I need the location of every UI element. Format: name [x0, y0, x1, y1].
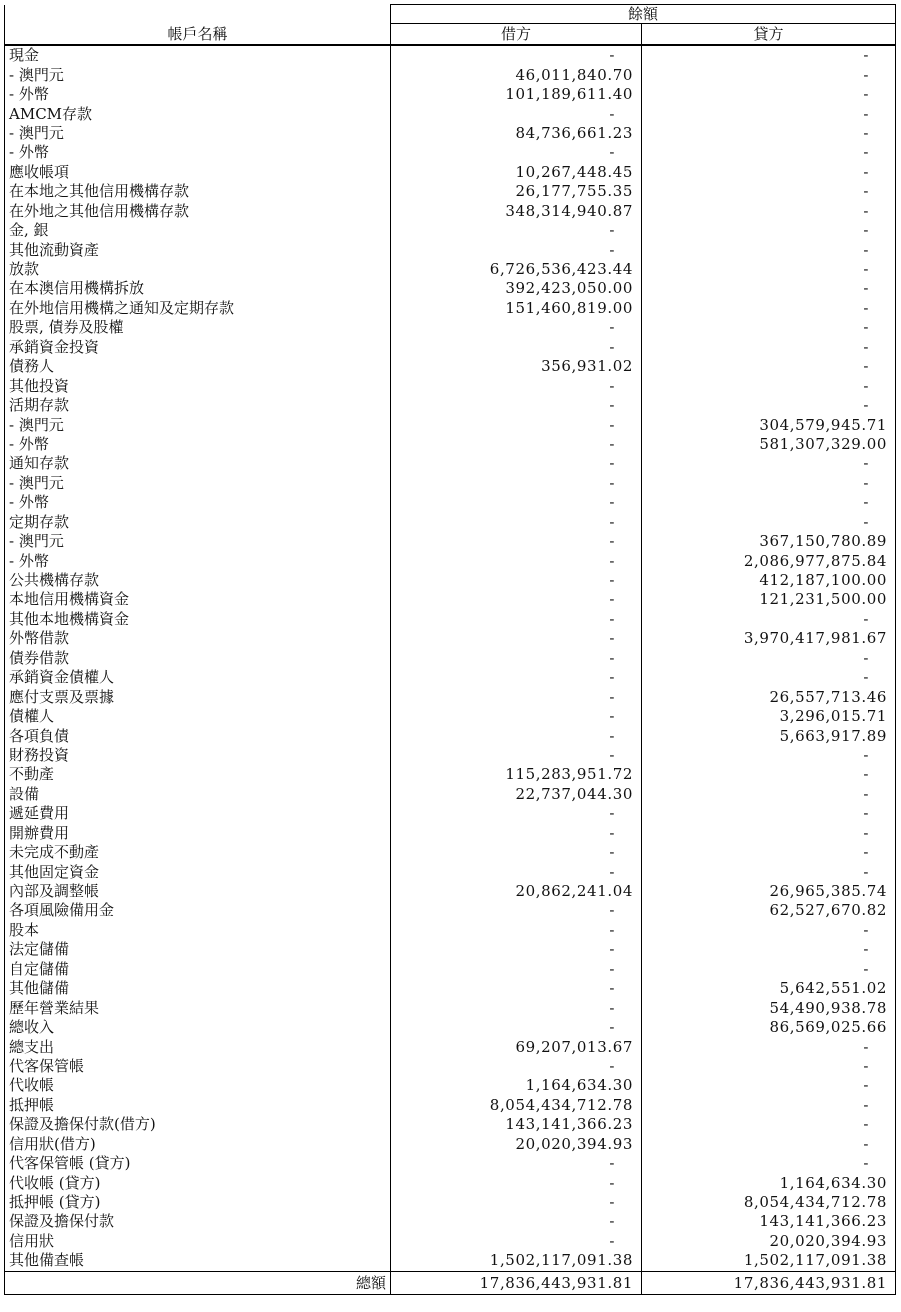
- credit-cell: -: [642, 513, 896, 532]
- credit-cell: -: [642, 376, 896, 395]
- credit-cell: -: [642, 279, 896, 298]
- debit-cell: -: [391, 1193, 642, 1212]
- table-row: [5, 1135, 896, 1154]
- account-name-cell: 本地信用機構資金: [5, 590, 391, 609]
- credit-cell: 3,970,417,981.67: [642, 629, 896, 648]
- account-name-cell: 股票, 債券及股權: [5, 318, 391, 337]
- account-name-cell: 各項風險備用金: [5, 901, 391, 920]
- table-row: [5, 454, 896, 473]
- account-name-cell: 承銷資金債權人: [5, 668, 391, 687]
- account-name-cell: 其他固定資金: [5, 862, 391, 881]
- table-row: [5, 687, 896, 706]
- account-rows: [5, 45, 896, 1271]
- account-name-cell: - 外幣: [5, 551, 391, 570]
- credit-cell: 26,965,385.74: [642, 882, 896, 901]
- debit-cell: 26,177,755.35: [391, 182, 642, 201]
- debit-cell: -: [391, 493, 642, 512]
- credit-cell: -: [642, 299, 896, 318]
- account-name-cell: 信用狀: [5, 1232, 391, 1251]
- account-name-cell: 公共機構存款: [5, 571, 391, 590]
- account-name-cell: 其他投資: [5, 376, 391, 395]
- account-name-cell: 債券借款: [5, 649, 391, 668]
- account-name-cell: 保證及擔保付款(借方): [5, 1115, 391, 1134]
- debit-cell: -: [391, 824, 642, 843]
- credit-cell: -: [642, 85, 896, 104]
- credit-cell: 2,086,977,875.84: [642, 551, 896, 570]
- debit-cell: -: [391, 318, 642, 337]
- credit-cell: -: [642, 765, 896, 784]
- credit-cell: 54,490,938.78: [642, 998, 896, 1017]
- credit-cell: -: [642, 921, 896, 940]
- account-name-cell: 代客保管帳 (貸方): [5, 1154, 391, 1173]
- credit-cell: -: [642, 610, 896, 629]
- debit-cell: -: [391, 1057, 642, 1076]
- debit-cell: -: [391, 998, 642, 1017]
- account-name-cell: - 澳門元: [5, 474, 391, 493]
- table-row: [5, 590, 896, 609]
- table-row: [5, 279, 896, 298]
- credit-cell: -: [642, 649, 896, 668]
- debit-cell: -: [391, 221, 642, 240]
- account-name-cell: 其他流動資產: [5, 240, 391, 259]
- credit-cell: -: [642, 163, 896, 182]
- debit-cell: -: [391, 396, 642, 415]
- credit-cell: -: [642, 396, 896, 415]
- account-name-cell: 應付支票及票據: [5, 687, 391, 706]
- credit-cell: -: [642, 182, 896, 201]
- table-row: [5, 357, 896, 376]
- credit-cell: -: [642, 221, 896, 240]
- credit-cell: -: [642, 1154, 896, 1173]
- table-row: [5, 629, 896, 648]
- credit-cell: -: [642, 45, 896, 65]
- debit-cell: -: [391, 454, 642, 473]
- account-name-cell: 放款: [5, 260, 391, 279]
- table-row: [5, 202, 896, 221]
- table-row: [5, 979, 896, 998]
- account-name-cell: - 外幣: [5, 85, 391, 104]
- table-row: [5, 1173, 896, 1192]
- credit-cell: -: [642, 65, 896, 84]
- account-name-cell: 未完成不動產: [5, 843, 391, 862]
- table-row: [5, 1154, 896, 1173]
- table-row: [5, 551, 896, 570]
- account-name-cell: - 澳門元: [5, 124, 391, 143]
- debit-cell: 22,737,044.30: [391, 785, 642, 804]
- credit-cell: -: [642, 1096, 896, 1115]
- header-debit: 借方: [391, 24, 642, 46]
- credit-cell: -: [642, 143, 896, 162]
- table-row: [5, 804, 896, 823]
- table-row: [5, 785, 896, 804]
- credit-cell: 26,557,713.46: [642, 687, 896, 706]
- account-name-cell: 設備: [5, 785, 391, 804]
- credit-cell: -: [642, 1135, 896, 1154]
- credit-cell: -: [642, 785, 896, 804]
- table-row: [5, 376, 896, 395]
- table-row: [5, 396, 896, 415]
- debit-cell: -: [391, 1018, 642, 1037]
- credit-cell: 367,150,780.89: [642, 532, 896, 551]
- credit-cell: -: [642, 474, 896, 493]
- debit-cell: -: [391, 143, 642, 162]
- debit-cell: -: [391, 649, 642, 668]
- table-row: [5, 765, 896, 784]
- account-name-cell: 其他備查帳: [5, 1251, 391, 1271]
- debit-cell: 10,267,448.45: [391, 163, 642, 182]
- debit-cell: -: [391, 843, 642, 862]
- account-name-cell: 債權人: [5, 707, 391, 726]
- account-name-cell: 其他本地機構資金: [5, 610, 391, 629]
- debit-cell: -: [391, 862, 642, 881]
- table-row: [5, 163, 896, 182]
- debit-cell: 101,189,611.40: [391, 85, 642, 104]
- credit-cell: -: [642, 940, 896, 959]
- account-name-cell: 自定儲備: [5, 960, 391, 979]
- account-name-cell: 外幣借款: [5, 629, 391, 648]
- credit-cell: 1,164,634.30: [642, 1173, 896, 1192]
- debit-cell: -: [391, 960, 642, 979]
- debit-cell: -: [391, 1232, 642, 1251]
- table-row: [5, 474, 896, 493]
- account-name-cell: 財務投資: [5, 746, 391, 765]
- debit-cell: -: [391, 104, 642, 123]
- debit-cell: 151,460,819.00: [391, 299, 642, 318]
- table-row: [5, 901, 896, 920]
- table-row: [5, 1076, 896, 1095]
- credit-cell: 5,663,917.89: [642, 726, 896, 745]
- credit-cell: -: [642, 240, 896, 259]
- account-name-cell: 在本澳信用機構拆放: [5, 279, 391, 298]
- debit-cell: 46,011,840.70: [391, 65, 642, 84]
- account-name-cell: 歷年營業結果: [5, 998, 391, 1017]
- table-row: [5, 415, 896, 434]
- debit-cell: -: [391, 240, 642, 259]
- credit-cell: -: [642, 1115, 896, 1134]
- table-row: [5, 960, 896, 979]
- credit-cell: -: [642, 318, 896, 337]
- debit-cell: -: [391, 668, 642, 687]
- debit-cell: -: [391, 629, 642, 648]
- account-name-cell: - 外幣: [5, 435, 391, 454]
- table-row: [5, 318, 896, 337]
- table-row: [5, 610, 896, 629]
- table-row: [5, 726, 896, 745]
- table-row: [5, 668, 896, 687]
- credit-cell: 581,307,329.00: [642, 435, 896, 454]
- account-name-cell: 開辦費用: [5, 824, 391, 843]
- account-name-cell: 不動產: [5, 765, 391, 784]
- credit-cell: -: [642, 804, 896, 823]
- debit-cell: -: [391, 921, 642, 940]
- debit-cell: 84,736,661.23: [391, 124, 642, 143]
- account-name-cell: - 澳門元: [5, 415, 391, 434]
- debit-cell: -: [391, 1212, 642, 1231]
- header-balance: 餘額: [391, 5, 896, 24]
- debit-cell: -: [391, 474, 642, 493]
- account-name-cell: 內部及調整帳: [5, 882, 391, 901]
- credit-cell: -: [642, 104, 896, 123]
- debit-cell: -: [391, 1154, 642, 1173]
- table-row: [5, 1193, 896, 1212]
- table-row: [5, 940, 896, 959]
- table-row: [5, 1096, 896, 1115]
- debit-cell: 1,502,117,091.38: [391, 1251, 642, 1271]
- debit-cell: 115,283,951.72: [391, 765, 642, 784]
- table-row: [5, 571, 896, 590]
- account-name-cell: 各項負債: [5, 726, 391, 745]
- account-name-cell: 定期存款: [5, 513, 391, 532]
- table-row: [5, 260, 896, 279]
- debit-cell: 69,207,013.67: [391, 1037, 642, 1056]
- debit-cell: 348,314,940.87: [391, 202, 642, 221]
- credit-cell: -: [642, 746, 896, 765]
- account-name-cell: - 澳門元: [5, 532, 391, 551]
- account-name-cell: 抵押帳: [5, 1096, 391, 1115]
- table-row: [5, 493, 896, 512]
- debit-cell: -: [391, 590, 642, 609]
- account-name-cell: 通知存款: [5, 454, 391, 473]
- header-credit: 貸方: [642, 24, 896, 46]
- debit-cell: 392,423,050.00: [391, 279, 642, 298]
- debit-cell: -: [391, 901, 642, 920]
- table-row: [5, 240, 896, 259]
- table-row: [5, 882, 896, 901]
- table-row: [5, 435, 896, 454]
- account-name-cell: 在外地之其他信用機構存款: [5, 202, 391, 221]
- table-row: [5, 1251, 896, 1271]
- credit-cell: -: [642, 960, 896, 979]
- table-row: [5, 513, 896, 532]
- debit-cell: -: [391, 513, 642, 532]
- table-row: [5, 1018, 896, 1037]
- table-row: [5, 124, 896, 143]
- credit-cell: -: [642, 1057, 896, 1076]
- account-name-cell: 抵押帳 (貸方): [5, 1193, 391, 1212]
- account-name-cell: 股本: [5, 921, 391, 940]
- account-name-cell: 保證及擔保付款: [5, 1212, 391, 1231]
- account-name-cell: 債務人: [5, 357, 391, 376]
- table-row: [5, 65, 896, 84]
- table-row: [5, 1232, 896, 1251]
- debit-cell: -: [391, 746, 642, 765]
- table-row: [5, 1212, 896, 1231]
- credit-cell: 62,527,670.82: [642, 901, 896, 920]
- debit-cell: 1,164,634.30: [391, 1076, 642, 1095]
- debit-cell: -: [391, 726, 642, 745]
- account-name-cell: - 外幣: [5, 143, 391, 162]
- credit-cell: -: [642, 1037, 896, 1056]
- table-row: [5, 299, 896, 318]
- table-row: [5, 998, 896, 1017]
- account-name-cell: 其他儲備: [5, 979, 391, 998]
- account-name-cell: 在外地信用機構之通知及定期存款: [5, 299, 391, 318]
- debit-cell: -: [391, 435, 642, 454]
- table-row: [5, 45, 896, 65]
- credit-cell: 304,579,945.71: [642, 415, 896, 434]
- table-row: [5, 746, 896, 765]
- debit-cell: -: [391, 979, 642, 998]
- credit-cell: -: [642, 260, 896, 279]
- account-name-cell: 應收帳項: [5, 163, 391, 182]
- table-row: [5, 843, 896, 862]
- header-account-name: 帳戶名稱: [5, 24, 391, 46]
- credit-cell: -: [642, 357, 896, 376]
- credit-cell: -: [642, 493, 896, 512]
- account-name-cell: 在本地之其他信用機構存款: [5, 182, 391, 201]
- account-name-cell: 活期存款: [5, 396, 391, 415]
- debit-cell: 356,931.02: [391, 357, 642, 376]
- debit-cell: 8,054,434,712.78: [391, 1096, 642, 1115]
- table-row: [5, 338, 896, 357]
- table-row: [5, 649, 896, 668]
- debit-cell: -: [391, 45, 642, 65]
- debit-cell: 143,141,366.23: [391, 1115, 642, 1134]
- table-row: [5, 85, 896, 104]
- account-name-cell: 遞延費用: [5, 804, 391, 823]
- balance-table: [4, 4, 896, 1295]
- credit-cell: 412,187,100.00: [642, 571, 896, 590]
- table-row: [5, 1057, 896, 1076]
- debit-cell: -: [391, 571, 642, 590]
- table-row: [5, 221, 896, 240]
- table-row: [5, 1037, 896, 1056]
- credit-cell: 5,642,551.02: [642, 979, 896, 998]
- credit-cell: 86,569,025.66: [642, 1018, 896, 1037]
- account-name-cell: 承銷資金投資: [5, 338, 391, 357]
- credit-cell: 3,296,015.71: [642, 707, 896, 726]
- credit-cell: -: [642, 124, 896, 143]
- table-row: [5, 1115, 896, 1134]
- table-row: [5, 707, 896, 726]
- account-name-cell: 金, 銀: [5, 221, 391, 240]
- account-name-cell: 代收帳: [5, 1076, 391, 1095]
- debit-cell: 20,020,394.93: [391, 1135, 642, 1154]
- table-row: [5, 182, 896, 201]
- debit-cell: -: [391, 804, 642, 823]
- debit-cell: -: [391, 687, 642, 706]
- account-name-cell: 信用狀(借方): [5, 1135, 391, 1154]
- debit-cell: -: [391, 376, 642, 395]
- debit-cell: -: [391, 338, 642, 357]
- credit-cell: -: [642, 862, 896, 881]
- total-credit: 17,836,443,931.81: [642, 1271, 896, 1294]
- debit-cell: -: [391, 940, 642, 959]
- debit-cell: -: [391, 415, 642, 434]
- credit-cell: 20,020,394.93: [642, 1232, 896, 1251]
- table-row: [5, 104, 896, 123]
- table-row: [5, 862, 896, 881]
- account-name-cell: - 澳門元: [5, 65, 391, 84]
- account-name-cell: 總收入: [5, 1018, 391, 1037]
- total-label: 總額: [5, 1271, 391, 1294]
- credit-cell: 143,141,366.23: [642, 1212, 896, 1231]
- debit-cell: -: [391, 610, 642, 629]
- credit-cell: -: [642, 668, 896, 687]
- credit-cell: -: [642, 1076, 896, 1095]
- table-row: [5, 532, 896, 551]
- table-row: [5, 143, 896, 162]
- credit-cell: -: [642, 454, 896, 473]
- account-name-cell: 代收帳 (貸方): [5, 1173, 391, 1192]
- table-row: [5, 824, 896, 843]
- account-name-cell: 法定儲備: [5, 940, 391, 959]
- table-row: [5, 921, 896, 940]
- debit-cell: -: [391, 551, 642, 570]
- credit-cell: -: [642, 202, 896, 221]
- account-name-cell: - 外幣: [5, 493, 391, 512]
- account-name-cell: 現金: [5, 45, 391, 65]
- credit-cell: -: [642, 338, 896, 357]
- debit-cell: -: [391, 707, 642, 726]
- debit-cell: 20,862,241.04: [391, 882, 642, 901]
- credit-cell: -: [642, 843, 896, 862]
- account-name-cell: AMCM存款: [5, 104, 391, 123]
- credit-cell: 121,231,500.00: [642, 590, 896, 609]
- debit-cell: -: [391, 532, 642, 551]
- credit-cell: 8,054,434,712.78: [642, 1193, 896, 1212]
- credit-cell: -: [642, 824, 896, 843]
- total-debit: 17,836,443,931.81: [391, 1271, 642, 1294]
- debit-cell: -: [391, 1173, 642, 1192]
- debit-cell: 6,726,536,423.44: [391, 260, 642, 279]
- account-name-cell: 代客保管帳: [5, 1057, 391, 1076]
- credit-cell: 1,502,117,091.38: [642, 1251, 896, 1271]
- account-name-cell: 總支出: [5, 1037, 391, 1056]
- trial-balance-sheet: [4, 4, 895, 1295]
- header-blank: [5, 5, 391, 24]
